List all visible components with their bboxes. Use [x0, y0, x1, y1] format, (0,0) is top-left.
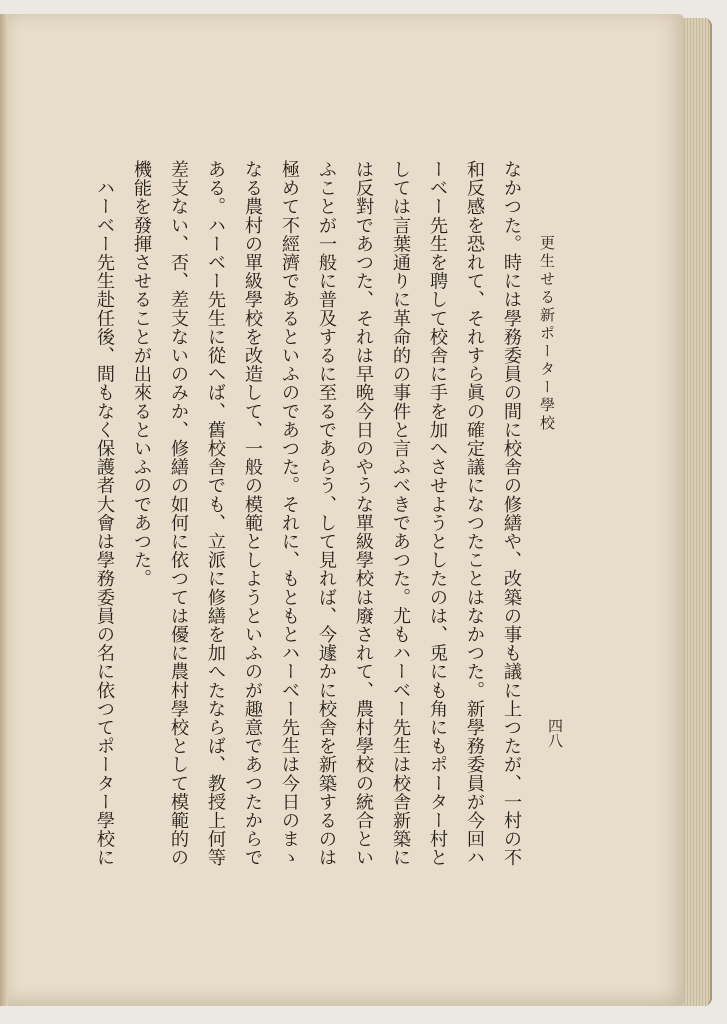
- page-number: 四八: [546, 718, 564, 748]
- body-text: [94, 160, 530, 920]
- text-line: なる農村の單級學校を改造して、一般の模範としようといふのが趣意であつたからで: [242, 160, 263, 867]
- text-line: は反對であつた、それは早晩今日のやうな單級學校は廢されて、農村學校の統合とい: [353, 160, 374, 867]
- running-head: 更生せる新ポーター學校: [538, 235, 556, 433]
- text-line: 和反感を恐れて、それすら眞の確定議になつたことはなかつた。新學務委員が今回ハ: [464, 160, 485, 867]
- text-line: ある。ハーベー先生に從へば、舊校舎でも、立派に修繕を加へたならば、教授上何等: [205, 160, 226, 867]
- text-line: なかつた。時には學務委員の間に校舎の修繕や、改築の事も議に上つたが、一村の不: [501, 160, 522, 867]
- text-line: 差支ない、否、差支ないのみか、修繕の如何に依つては優に農村學校として模範的の: [168, 160, 189, 867]
- text-line: ーベー先生を聘して校舎に手を加へさせようとしたのは、兎にも角にもポーター村と: [427, 160, 448, 867]
- text-line: ふことが一般に普及するに至るであらう、して見れば、今遽かに校舎を新築するのは: [316, 160, 337, 867]
- text-line: しては言葉通りに革命的の事件と言ふべきであつた。尤もハーベー先生は校舎新築に: [390, 160, 411, 867]
- text-line: 極めて不經濟であるといふのであつた。それに、もともとハーベー先生は今日のまゝ: [279, 160, 300, 867]
- text-line: 機能を發揮させることが出來るといふのであつた。: [131, 160, 152, 588]
- text-line: ハーベー先生赴任後、間もなく保護者大會は學務委員の名に依つてポーター學校に: [94, 160, 115, 867]
